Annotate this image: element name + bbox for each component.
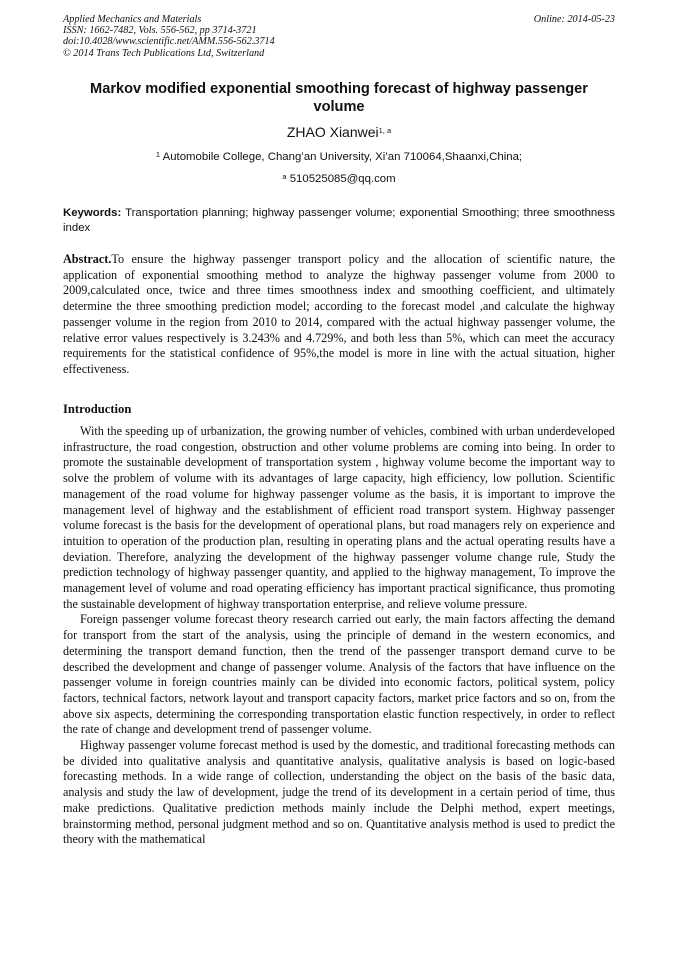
intro-paragraph: Highway passenger volume forecast method is used by the domestic, and traditional forecasting methods can be divided into qualitative analysis and quantitative analysis, qualitative analysis is based on logic-based forecasting methods. In a wide range of collection, understanding the object on the basis of the basic data, analysis and study the law of development, judge the trend of its development in a certain period of time, thus make predictions. Qualitative prediction methods mainly include the Delphi method, expert meetings, brainstorming method, personal judgment method and so on. Quantitative analysis method is used to predict the theory with the mathematical — [63, 738, 615, 847]
keywords-text: Transportation planning; highway passenger volume; exponential Smoothing; three smoothness index — [63, 207, 615, 234]
introduction-body — [63, 424, 615, 848]
issn-line: ISSN: 1662-7482, Vols. 556-562, pp 3714-3721 — [63, 25, 257, 37]
author-name: ZHAO Xianwei — [286, 124, 379, 140]
copyright-line: © 2014 Trans Tech Publications Ltd, Switzerland — [63, 47, 265, 59]
email-text: 510525085@qq.com — [289, 173, 396, 185]
paper-title — [60, 80, 618, 116]
affiliation-line — [60, 150, 618, 164]
email-superscript: a — [282, 172, 287, 181]
journal-name: Applied Mechanics and Materials — [63, 14, 202, 25]
title-line-2: volume — [313, 99, 365, 115]
intro-paragraph: Foreign passenger volume forecast theory research carried out early, the main factors affecting the demand for transport from the start of the analysis, using the principle of demand in the western economics, and determining the transport demand function, then the trend of the passenger transport demand curve to be described the development and change of passenger volume. Analysis of the factors that have influence on the passenger volume in foreign countries mainly can be divided into economic factors, political system, policy factors, technical factors, network layout and transport capacity factors, market price factors and so on, from the above six aspects, determining the corresponding transportation elastic function respectively, in order to reflect the rate of change and development trend of passenger volume. — [63, 612, 615, 737]
keywords-block — [63, 206, 615, 236]
author-superscript: 1, a — [378, 126, 392, 135]
abstract-block — [63, 252, 615, 378]
keywords-label: Keywords: — [63, 207, 122, 219]
abstract-label: Abstract. — [63, 252, 112, 266]
doi-line: doi:10.4028/www.scientific.net/AMM.556-562.3714 — [63, 36, 275, 48]
affiliation-superscript: 1 — [155, 150, 161, 159]
section-heading-introduction: Introduction — [63, 402, 132, 416]
affiliation-text: Automobile College, Chang’an University, Xi’an 710064,Shaanxi,China; — [162, 151, 523, 163]
journal-header — [63, 14, 615, 59]
author-line — [60, 124, 618, 141]
title-line-1: Markov modified exponential smoothing forecast of highway passenger — [90, 81, 588, 97]
online-date: Online: 2014-05-23 — [533, 14, 615, 25]
email-line — [60, 172, 618, 186]
abstract-text: To ensure the highway passenger transport policy and the allocation of scientific nature, the application of exponential smoothing method to analyze the highway passenger volume from 2000 to 2009,calculated once, twice and three times smoothness index and smoothing coefficient, and ultimately determine the three smoothing prediction model; according to the forecast model ,and calculate the highway passenger volume in the region from 2010 to 2014, compared with the actual highway passenger volume, the relative error values respectively is 3.243% and 4.729%, and both less than 5%, which can meet the accuracy requirements for the statistical confidence of 95%,the model is more in line with the actual situation, higher effectiveness. — [63, 252, 615, 376]
intro-paragraph: With the speeding up of urbanization, the growing number of vehicles, combined with urban underdeveloped infrastructure, the road congestion, obstruction and other volume problems are coming into being. In order to promote the sustainable development of transportation system , highway volume become the important way to solve the problem of volume with its advantages of large capacity, high efficiency, low pollution. Scientific management of the road volume for highway passenger volume as the basis, it is important to improve the management level of highway and the establishment of efficient road transport system. Highway passenger volume forecast is the basis for the development of operational plans, but road managers rely on experience and intuition to operation of the production plan, resulting in operating plans and the actual operating results have a deviation. Therefore, analyzing the development of the highway passenger volume change rule, Study the prediction technology of highway passenger quantity, and applied to the highway management, To improve the management level of volume and road operating efficiency has important practical significance, thus promoting the sustainable development of highway transportation enterprise, and relieve volume pressure. — [63, 424, 615, 611]
